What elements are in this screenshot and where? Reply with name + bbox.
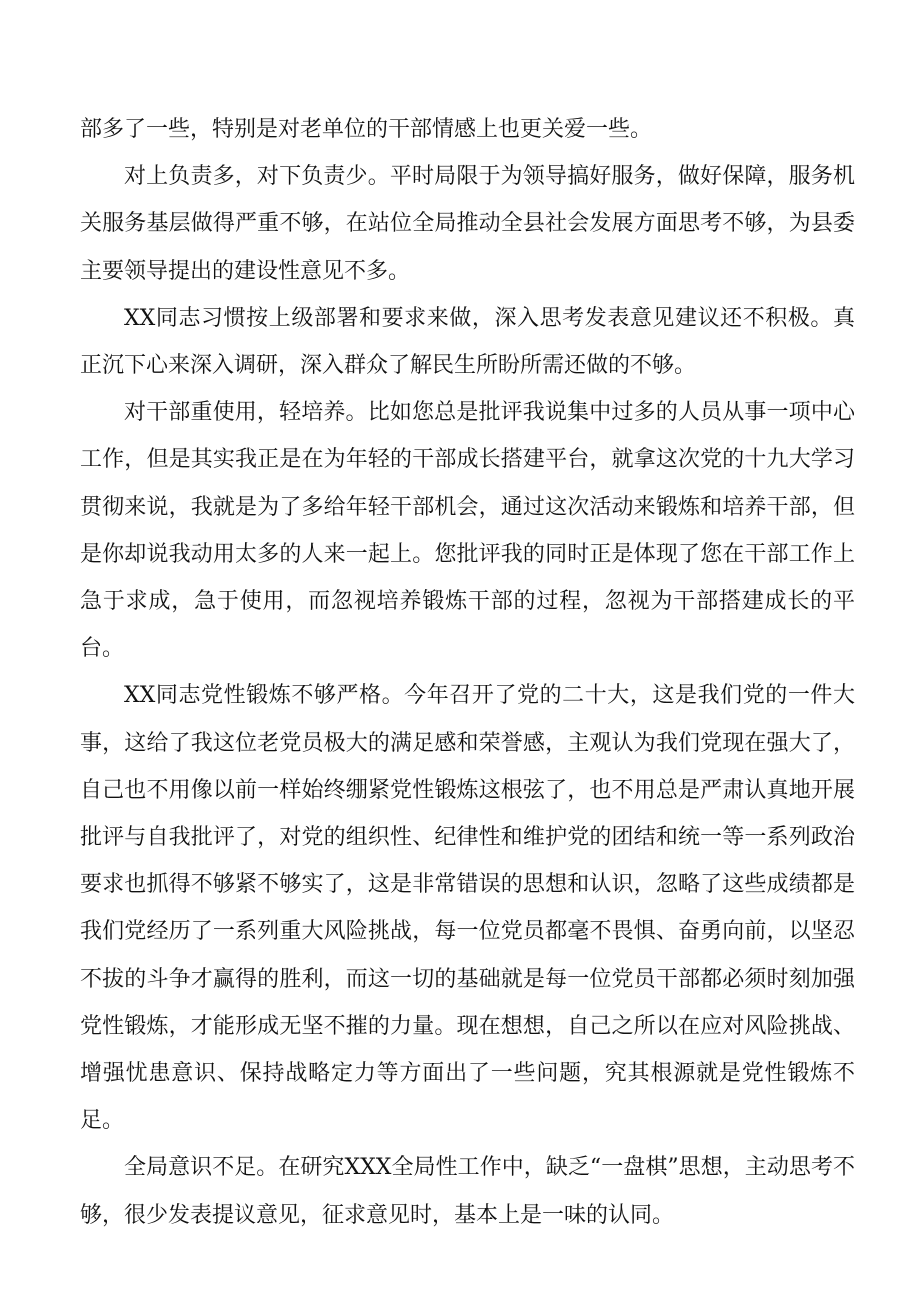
paragraph: 部多了一些，特别是对老单位的干部情感上也更关爱一些。 (80, 117, 653, 142)
paragraph: 对上负责多，对下负责少。平时局限于为领导搞好服务，做好保障，服务机关服务基层做得严重不够，在站位全局推动全县社会发展方面思考不够，为县委主要领导提出的建设性意见不多。 (80, 164, 855, 284)
document-page (80, 106, 855, 1239)
paragraph: 全局意识不足。在研究XXX全局性工作中，缺乏“一盘棋”思想，主动思考不够，很少发表提议意见，征求意见时，基本上是一味的认同。 (80, 1155, 855, 1228)
paragraph: 对干部重使用，轻培养。比如您总是批评我说集中过多的人员从事一项中心工作，但是其实我正是在为年轻的干部成长搭建平台，就拿这次党的十九大学习贯彻来说，我就是为了多给年轻干部机会，通过这次活动来锻炼和培养干部，但是你却说我动用太多的人来一起上。您批评我的同时正是体现了您在干部工作上急于求成，急于使用，而忽视培养锻炼干部的过程，忽视为干部搭建成长的平台。 (80, 400, 855, 662)
paragraph: XX同志习惯按上级部署和要求来做，深入思考发表意见建议还不积极。真正沉下心来深入调研，深入群众了解民生所盼所需还做的不够。 (80, 305, 855, 379)
paragraph: XX同志党性锻炼不够严格。今年召开了党的二十大，这是我们党的一件大事，这给了我这位老党员极大的满足感和荣誉感，主观认为我们党现在强大了，自己也不用像以前一样始终绷紧党性锻炼这根弦了，也不用总是严肃认真地开展批评与自我批评了，对党的组织性、纪律性和维护党的团结和统一等一系列政治要求也抓得不够紧不够实了，这是非常错误的思想和认识，忽略了这些成绩都是我们党经历了一系列重大风险挑战，每一位党员都毫不畏惧、奋勇向前，以坚忍不拔的斗争才赢得的胜利，而这一切的基础就是每一位党员干部都必须时刻加强党性锻炼，才能形成无坚不摧的力量。现在想想，自己之所以在应对风险挑战、增强忧患意识、保持战略定力等方面出了一些问题，究其根源就是党性锻炼不足。 (80, 683, 855, 1134)
